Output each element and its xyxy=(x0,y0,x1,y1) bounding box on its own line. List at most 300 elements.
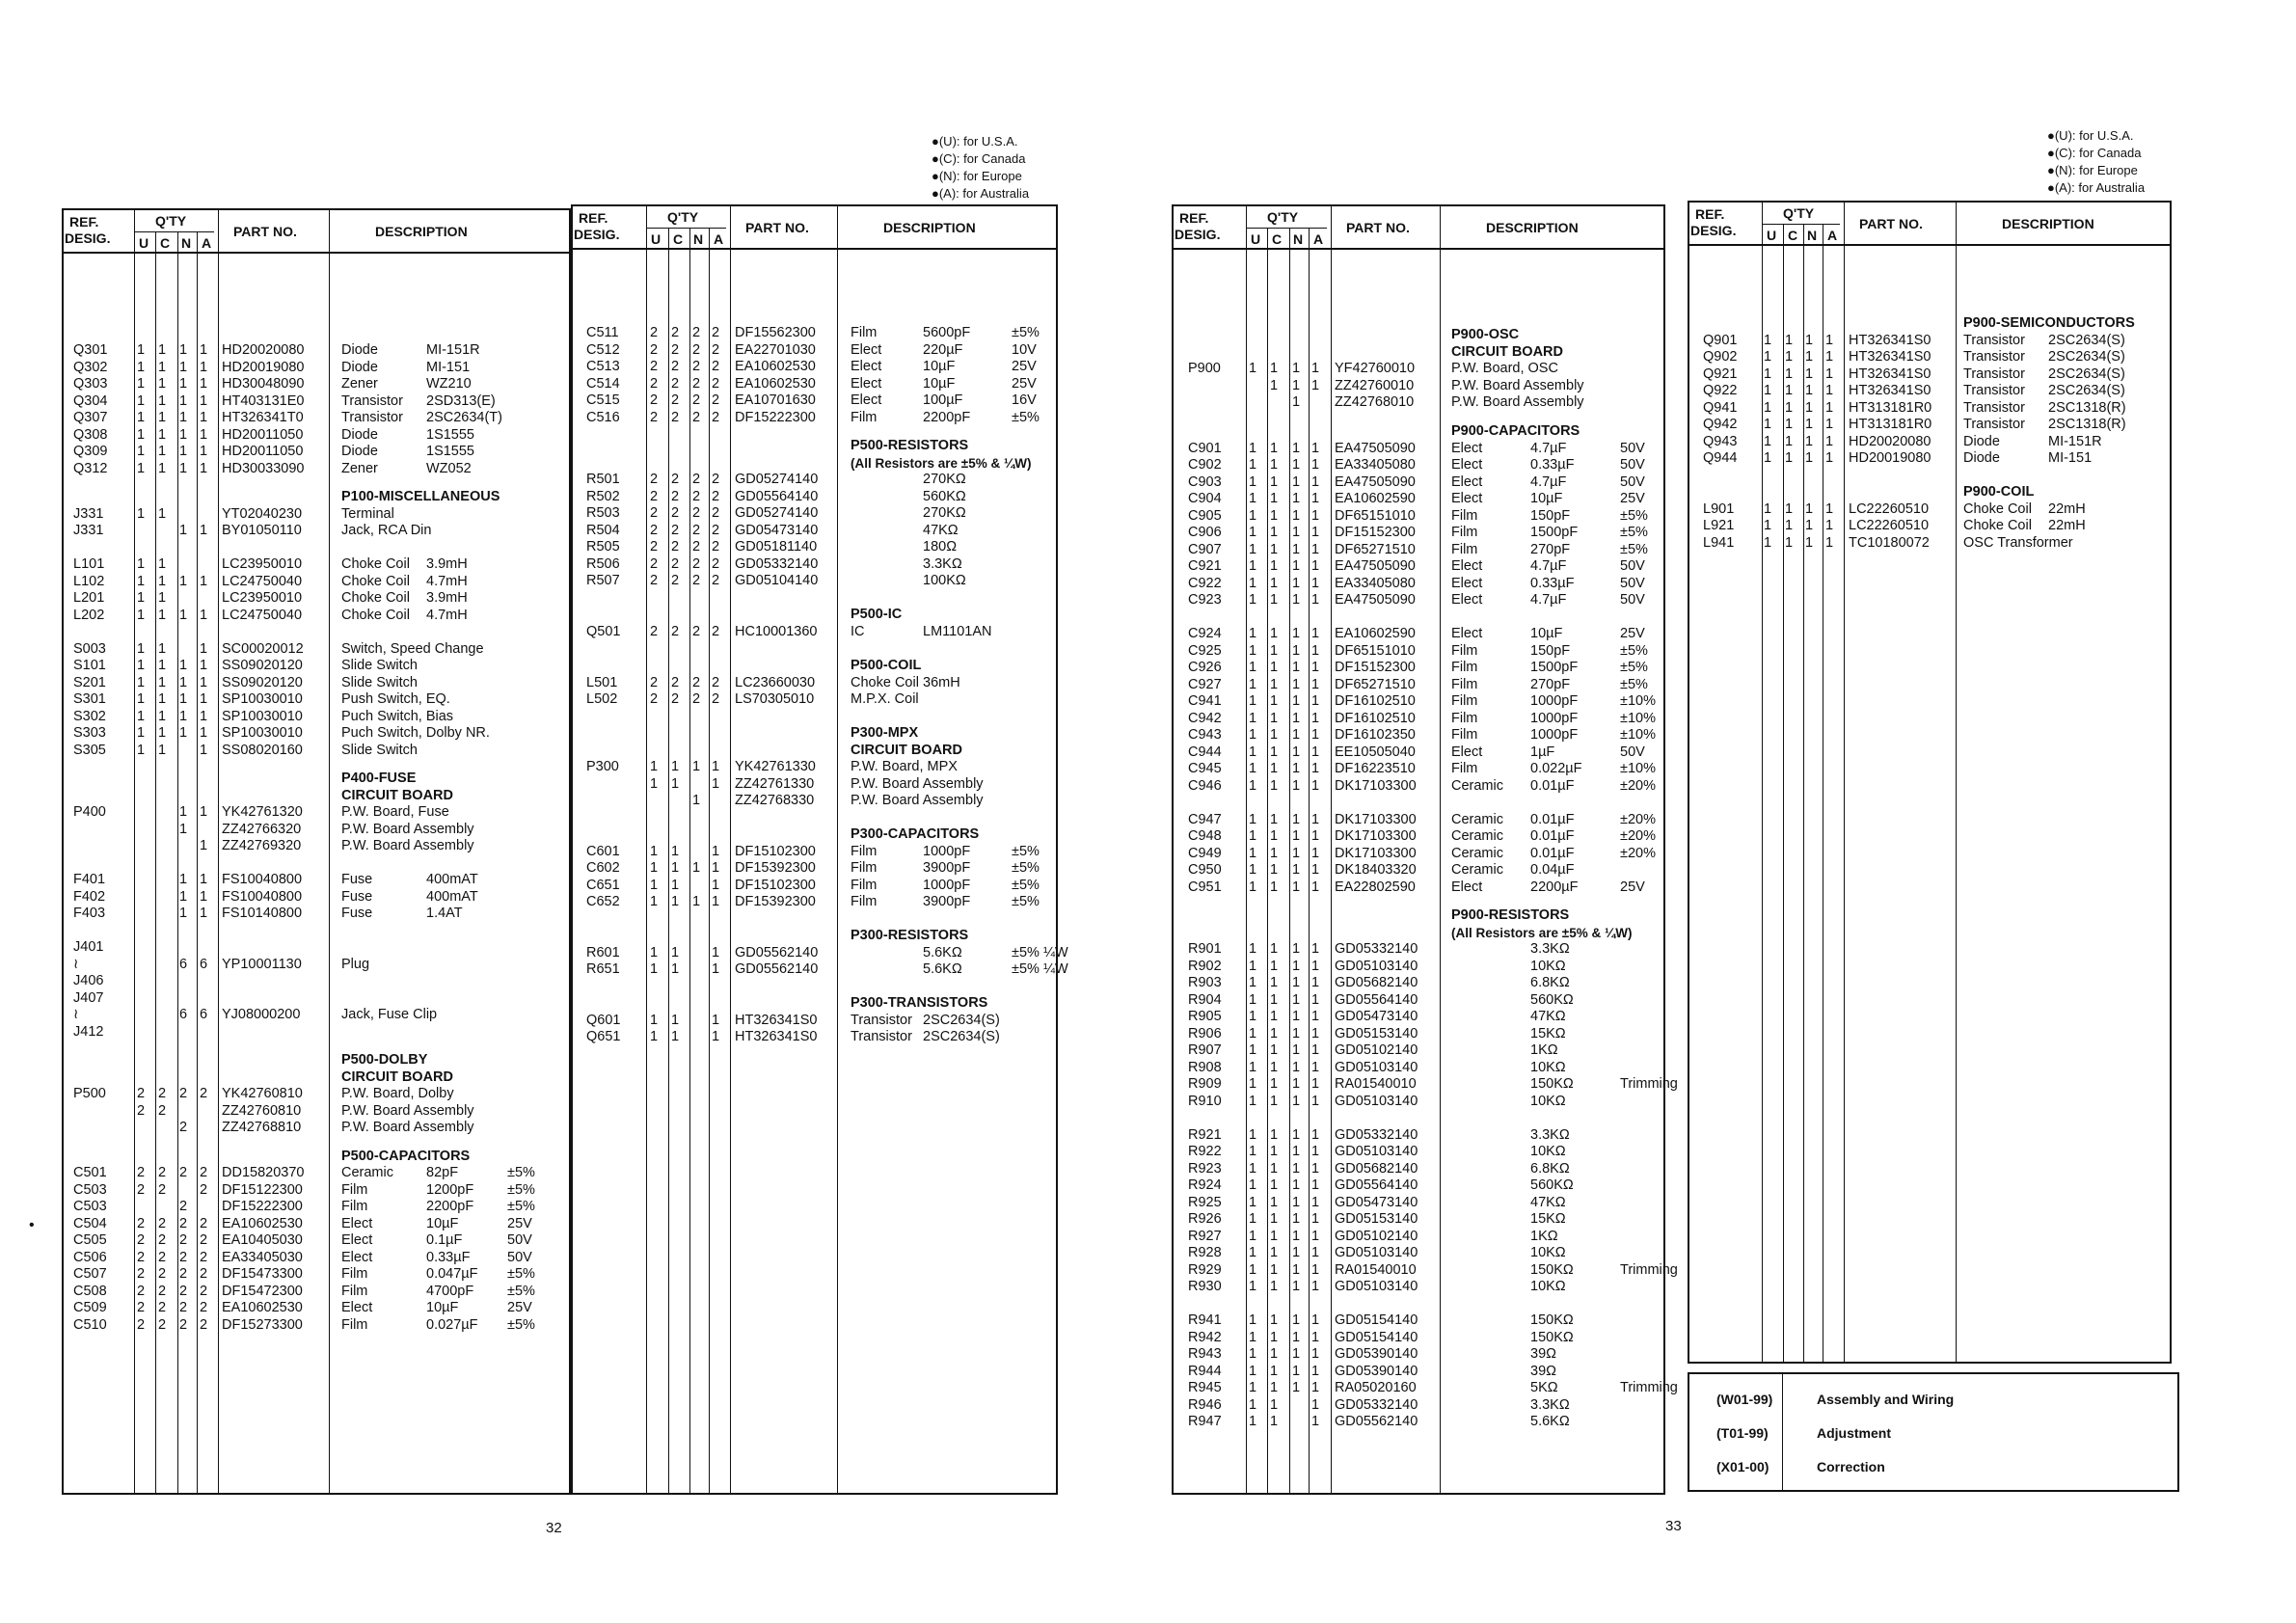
part-no: GD05682140 xyxy=(1335,1160,1418,1177)
part-no: YT02040230 xyxy=(222,505,303,522)
table-row xyxy=(64,1250,573,1267)
qty-u: 1 xyxy=(137,607,146,623)
value: 5600pF xyxy=(923,325,971,340)
qty-a: 1 xyxy=(1311,1396,1320,1413)
ref-desig: R923 xyxy=(1188,1160,1222,1177)
part-no: EA47505090 xyxy=(1335,440,1416,456)
qty-n: 1 xyxy=(1292,1211,1301,1227)
table-row xyxy=(64,822,573,839)
ref-desig: R908 xyxy=(1188,1059,1222,1075)
table-row xyxy=(573,539,1060,556)
qty-u: 1 xyxy=(1249,592,1257,608)
qty-a: 1 xyxy=(1825,518,1834,533)
qty-n: 2 xyxy=(179,1283,188,1299)
table-row xyxy=(1689,383,2174,400)
qty-a: 1 xyxy=(200,444,208,459)
value: 0.022µF xyxy=(1530,761,1582,776)
a-header: A xyxy=(714,231,724,247)
value: 0.33µF xyxy=(1530,457,1575,473)
qty-n: 1 xyxy=(1292,626,1301,641)
legend-line: ●(U): for U.S.A. xyxy=(2047,128,2134,143)
ref-desig: Q308 xyxy=(73,426,108,443)
qty-c: 1 xyxy=(1270,440,1279,456)
ref-desig: Q303 xyxy=(73,376,108,392)
qty-a: 1 xyxy=(1311,1177,1320,1193)
description: Slide Switch xyxy=(341,674,418,690)
ref-desig: L202 xyxy=(73,607,105,623)
desig-header: DESIG. xyxy=(574,227,620,242)
value: 3.9mH xyxy=(426,590,468,606)
value: 1200pF xyxy=(426,1181,474,1198)
a-header: A xyxy=(202,235,212,251)
ref-desig: R927 xyxy=(1188,1228,1222,1244)
qty-u: 1 xyxy=(1764,500,1772,517)
part-no: DF15392300 xyxy=(735,894,816,909)
part-no: GD05274140 xyxy=(735,505,819,521)
description: Elect xyxy=(1451,473,1483,490)
description: Elect xyxy=(1451,558,1483,574)
qty-n: 1 xyxy=(1292,491,1301,506)
ref-desig: L501 xyxy=(586,674,618,690)
value: 5.6KΩ xyxy=(923,961,962,977)
table-row xyxy=(1689,501,2174,519)
part-no: GD05562140 xyxy=(735,961,819,977)
qty-u: 1 xyxy=(137,590,146,606)
part-no: HC10001360 xyxy=(735,623,818,639)
qty-a: 1 xyxy=(200,872,208,887)
part-no-header: PART NO. xyxy=(1859,216,1923,231)
section-note: (All Resistors are ±5% & ¼W) xyxy=(851,455,1032,471)
value: 2SD313(E) xyxy=(426,392,496,409)
qty-a: 1 xyxy=(1311,1279,1320,1294)
table-row xyxy=(1174,1177,1667,1195)
rating: ±20% xyxy=(1620,845,1656,861)
part-no: SP10030010 xyxy=(222,708,303,724)
ref-desig: S303 xyxy=(73,725,106,741)
ref-desig: J407 xyxy=(73,989,104,1006)
qty-u: 1 xyxy=(1249,1329,1257,1345)
value: 0.01µF xyxy=(1530,828,1575,844)
value: 150pF xyxy=(1530,507,1571,524)
qty-a: 1 xyxy=(1825,349,1834,365)
value: WZ210 xyxy=(426,376,472,392)
qty-a: 1 xyxy=(712,894,720,909)
section-heading xyxy=(64,788,573,805)
section-note: (All Resistors are ±5% & ¼W) xyxy=(1451,925,1633,940)
rating: ±5% xyxy=(507,1165,535,1180)
part-no: DF65151010 xyxy=(1335,642,1416,659)
table-row xyxy=(1174,525,1667,542)
table-row xyxy=(64,574,573,591)
qty-n: 1 xyxy=(179,906,188,921)
description-header: DESCRIPTION xyxy=(375,224,468,239)
value: 270pF xyxy=(1530,541,1571,557)
rating: 50V xyxy=(1620,440,1645,456)
qty-a: 1 xyxy=(1311,811,1320,827)
ref-desig: C503 xyxy=(73,1199,107,1214)
code-t-text: Adjustment xyxy=(1817,1425,1891,1441)
part-no: DF65271510 xyxy=(1335,676,1416,692)
qty-u: 2 xyxy=(650,392,659,408)
qty-c: 1 xyxy=(158,590,167,606)
legend-line: ●(A): for Australia xyxy=(932,186,1030,201)
value: 0.01µF xyxy=(1530,811,1575,827)
qty-c: 1 xyxy=(671,1012,680,1028)
qty-c: 1 xyxy=(1270,1329,1279,1345)
qty-n: 1 xyxy=(1805,433,1814,449)
ref-desig: R601 xyxy=(586,944,620,960)
description: Film xyxy=(341,1283,368,1299)
table-row xyxy=(64,342,573,360)
value: 2200pF xyxy=(923,409,971,425)
description: Film xyxy=(1451,660,1478,675)
qty-u: 2 xyxy=(137,1316,146,1333)
qty-u: 1 xyxy=(137,505,146,522)
qty-n: 1 xyxy=(1292,1076,1301,1092)
part-no: EA33405080 xyxy=(1335,457,1416,473)
description: Ceramic xyxy=(341,1165,393,1180)
value: 4.7µF xyxy=(1530,473,1567,490)
ref-desig: R942 xyxy=(1188,1329,1222,1345)
qty-c: 1 xyxy=(1270,626,1279,641)
value: 270KΩ xyxy=(923,472,966,487)
qty-c: 1 xyxy=(1270,1144,1279,1159)
part-no-header: PART NO. xyxy=(233,224,297,239)
part-no: HT326341S0 xyxy=(735,1029,818,1044)
qty-a: 2 xyxy=(200,1249,208,1265)
qty-u: 1 xyxy=(1249,1245,1257,1260)
qty-u: 1 xyxy=(1764,399,1772,416)
description: Transistor xyxy=(1963,383,2025,398)
ref-desig: C903 xyxy=(1188,473,1222,490)
value: 0.04µF xyxy=(1530,862,1575,878)
qty-n: 1 xyxy=(1292,941,1301,957)
value: 6.8KΩ xyxy=(1530,1160,1570,1177)
part-no: DK18403320 xyxy=(1335,862,1417,878)
description: P.W. Board Assembly xyxy=(851,793,984,808)
ref-desig: C941 xyxy=(1188,693,1222,709)
qty-u: 1 xyxy=(137,640,146,657)
ref-desig: Q307 xyxy=(73,410,108,425)
ref-desig: R505 xyxy=(586,539,620,555)
value: 1000pF xyxy=(1530,693,1579,709)
qty-u: 2 xyxy=(137,1300,146,1315)
part-no: HT326341S0 xyxy=(1849,365,1931,382)
table-row xyxy=(1174,1346,1667,1364)
qty-u: 2 xyxy=(650,409,659,425)
qty-c: 1 xyxy=(158,376,167,392)
value: 100µF xyxy=(923,392,963,408)
ref-header: REF. xyxy=(1179,210,1209,226)
qty-a: 6 xyxy=(200,956,208,972)
value: 3.3KΩ xyxy=(1530,941,1570,957)
code-x-text: Correction xyxy=(1817,1459,1885,1474)
qty-a: 1 xyxy=(1311,1009,1320,1024)
qty-a: 1 xyxy=(1311,845,1320,861)
qty-a: 2 xyxy=(712,691,720,707)
qty-a: 1 xyxy=(200,359,208,375)
part-no: LC23660030 xyxy=(735,674,816,690)
table-row xyxy=(1174,474,1667,492)
qty-u: 1 xyxy=(1249,811,1257,827)
table-row xyxy=(573,961,1068,979)
qty-n: 1 xyxy=(1292,361,1301,376)
table-row xyxy=(64,1284,573,1301)
value: 150KΩ xyxy=(1530,1076,1574,1092)
qty-c: 1 xyxy=(1270,1228,1279,1244)
qty-n: 1 xyxy=(1292,558,1301,574)
description: P.W. Board, MPX xyxy=(851,759,958,774)
rating: 50V xyxy=(507,1249,532,1265)
qty-a: 1 xyxy=(1825,399,1834,416)
part-no: RA05020160 xyxy=(1335,1380,1417,1395)
qty-n: 1 xyxy=(179,821,188,837)
qty-c: 1 xyxy=(1270,1396,1279,1413)
part-no: SP10030010 xyxy=(222,691,303,707)
qty-u: 1 xyxy=(1764,417,1772,432)
part-no: DF15152300 xyxy=(1335,660,1416,675)
qty-c: 1 xyxy=(1785,399,1794,416)
description: Choke Coil xyxy=(851,674,919,690)
table-row xyxy=(1174,1195,1667,1212)
value: 1KΩ xyxy=(1530,1228,1558,1244)
qty-c: 2 xyxy=(158,1283,167,1299)
value: 47KΩ xyxy=(923,522,959,538)
table-row xyxy=(64,1199,573,1216)
part-no: HT403131E0 xyxy=(222,392,305,409)
qty-a: 1 xyxy=(200,888,208,905)
value: 15KΩ xyxy=(1530,1211,1566,1227)
qty-u: 1 xyxy=(1249,1076,1257,1092)
qty-c: 1 xyxy=(1270,1194,1279,1210)
ref-desig: R906 xyxy=(1188,1025,1222,1041)
qty-a: 1 xyxy=(712,759,720,774)
table-row xyxy=(573,573,1060,590)
qty-n: 1 xyxy=(179,725,188,741)
qty-u: 1 xyxy=(1249,693,1257,709)
ref-desig: R944 xyxy=(1188,1363,1222,1379)
qty-c: 1 xyxy=(158,658,167,673)
value: 150pF xyxy=(1530,642,1571,659)
ref-desig: Q921 xyxy=(1703,365,1738,382)
table-row xyxy=(1174,542,1667,559)
ref-desig: Q302 xyxy=(73,359,108,375)
part-no: EA47505090 xyxy=(1335,592,1416,608)
part-no: GD05562140 xyxy=(1335,1414,1418,1429)
part-no: EA22802590 xyxy=(1335,879,1416,895)
rating: ±20% xyxy=(1620,811,1656,827)
value: 4.7µF xyxy=(1530,592,1567,608)
part-no: GD05564140 xyxy=(735,488,819,504)
part-no: EA33405030 xyxy=(222,1249,303,1265)
table-row xyxy=(1174,1330,1667,1347)
table-row xyxy=(1174,828,1667,846)
qty-u: 1 xyxy=(1249,1144,1257,1159)
qty-a: 2 xyxy=(200,1165,208,1180)
rating: Trimming xyxy=(1620,1261,1678,1278)
u-header: U xyxy=(1251,231,1261,247)
qty-n: 1 xyxy=(1292,642,1301,659)
qty-c: 1 xyxy=(158,460,167,476)
ref-desig: C902 xyxy=(1188,457,1222,473)
ref-desig: L201 xyxy=(73,590,105,606)
description-header: DESCRIPTION xyxy=(2002,216,2094,231)
qty-n: 1 xyxy=(179,523,188,538)
parts-table xyxy=(62,208,571,1495)
desig-header: DESIG. xyxy=(1175,227,1221,242)
qty-a: 2 xyxy=(712,623,720,639)
qty-u: 1 xyxy=(1249,744,1257,760)
description: P.W. Board Assembly xyxy=(1451,394,1584,410)
qty-n: 1 xyxy=(1292,473,1301,490)
table-row xyxy=(1174,1161,1667,1178)
description: Ceramic xyxy=(1451,811,1503,827)
qty-a: 6 xyxy=(200,1007,208,1022)
qty-c: 1 xyxy=(158,691,167,707)
ref-desig: R947 xyxy=(1188,1414,1222,1429)
qty-c: 2 xyxy=(671,341,680,358)
legend-left xyxy=(932,133,1029,203)
part-no: GD05102140 xyxy=(1335,1042,1418,1058)
qty-a: 1 xyxy=(1311,1414,1320,1429)
qty-c: 1 xyxy=(1270,991,1279,1008)
description: Jack, RCA Din xyxy=(341,523,432,538)
rating: ±20% xyxy=(1620,777,1656,794)
qty-c: 1 xyxy=(1270,457,1279,473)
qty-n: 2 xyxy=(692,392,701,408)
qty-n: 1 xyxy=(1292,1093,1301,1109)
ref-desig: C508 xyxy=(73,1283,107,1299)
qty-a: 1 xyxy=(1311,361,1320,376)
rating: ±5% xyxy=(507,1266,535,1282)
description: Plug xyxy=(341,956,370,972)
qty-u: 1 xyxy=(650,1012,659,1028)
qty-a: 1 xyxy=(200,342,208,358)
table-row xyxy=(1174,846,1667,863)
ref-desig: L101 xyxy=(73,556,105,572)
qty-n: 2 xyxy=(692,573,701,588)
part-no: GD05564140 xyxy=(1335,991,1418,1008)
part-no: YK42761320 xyxy=(222,804,303,820)
table-row xyxy=(1174,592,1667,609)
qty-c: 1 xyxy=(158,392,167,409)
qty-u: 1 xyxy=(1249,1194,1257,1210)
description: Ceramic xyxy=(1451,845,1503,861)
qty-c: 2 xyxy=(158,1316,167,1333)
ref-desig: R502 xyxy=(586,488,620,504)
description: Film xyxy=(341,1266,368,1282)
qty-a: 2 xyxy=(200,1215,208,1231)
table-row xyxy=(64,973,573,990)
part-no: LC24750040 xyxy=(222,573,303,589)
rating: 50V xyxy=(1620,558,1645,574)
part-no: TC10180072 xyxy=(1849,534,1930,551)
part-no: LC24750040 xyxy=(222,607,303,623)
part-no: LC23950010 xyxy=(222,556,303,572)
qty-c: 1 xyxy=(1270,1363,1279,1379)
qty-a: 1 xyxy=(200,426,208,443)
qty-u: 1 xyxy=(1249,975,1257,990)
qty-n: 1 xyxy=(1292,575,1301,591)
part-no: GD05103140 xyxy=(1335,1059,1418,1075)
qty-u: 1 xyxy=(137,573,146,589)
section-heading xyxy=(573,743,1060,760)
table-row xyxy=(1689,349,2174,366)
qty-c: 2 xyxy=(671,325,680,340)
section-heading xyxy=(573,928,1060,945)
qty-a: 1 xyxy=(1311,958,1320,974)
qty-a: 1 xyxy=(1311,1025,1320,1041)
part-no: EE10505040 xyxy=(1335,744,1416,760)
qty-a: 1 xyxy=(1311,1346,1320,1362)
qty-u: 2 xyxy=(137,1283,146,1299)
qty-u: 1 xyxy=(1249,558,1257,574)
rating: ±10% xyxy=(1620,693,1656,709)
table-row xyxy=(1174,711,1667,728)
table-row xyxy=(573,472,1060,489)
value: 560KΩ xyxy=(1530,991,1574,1008)
qty-u: 2 xyxy=(650,325,659,340)
rating: ±5% xyxy=(1620,642,1648,659)
table-row xyxy=(1689,450,2174,468)
qty-n: 1 xyxy=(179,376,188,392)
table-row xyxy=(1174,378,1667,395)
qty-c: 1 xyxy=(1270,1177,1279,1193)
rating: Trimming xyxy=(1620,1076,1678,1092)
ref-desig: Q304 xyxy=(73,392,108,409)
qty-n: 1 xyxy=(1292,394,1301,410)
qty-u: 1 xyxy=(650,894,659,909)
description: Transistor xyxy=(851,1012,912,1028)
description: Elect xyxy=(1451,491,1483,506)
table-row xyxy=(64,957,573,974)
value: 1µF xyxy=(1530,744,1555,760)
section-title: P300-RESISTORS xyxy=(851,928,969,943)
part-no: HD20020080 xyxy=(1849,433,1931,449)
part-no: GD05153140 xyxy=(1335,1025,1418,1041)
table-row xyxy=(64,691,573,709)
part-no: GD05332140 xyxy=(1335,941,1418,957)
description: Elect xyxy=(1451,592,1483,608)
value: 10µF xyxy=(1530,491,1563,506)
qty-c: 1 xyxy=(158,426,167,443)
description: Film xyxy=(1451,710,1478,726)
qty-a: 1 xyxy=(1311,1312,1320,1328)
value: 3900pF xyxy=(923,860,971,876)
part-no: FS10040800 xyxy=(222,872,303,887)
qty-u: 1 xyxy=(650,775,659,792)
ref-desig: C904 xyxy=(1188,491,1222,506)
value: 10KΩ xyxy=(1530,1093,1566,1109)
qty-c: 1 xyxy=(158,742,167,758)
part-no: SC00020012 xyxy=(222,640,304,657)
description: Transistor xyxy=(851,1029,912,1044)
table-row xyxy=(1174,1364,1667,1381)
description: P.W. Board, Dolby xyxy=(341,1086,454,1101)
section-title: P900-RESISTORS xyxy=(1451,907,1570,923)
qty-n: 1 xyxy=(1292,525,1301,540)
qty-u: 2 xyxy=(137,1249,146,1265)
rating: ±5% xyxy=(1012,860,1040,876)
description: Film xyxy=(1451,727,1478,743)
part-no: GD05181140 xyxy=(735,539,818,555)
table-row xyxy=(64,608,573,625)
description: Choke Coil xyxy=(1963,500,2032,517)
qty-a: 1 xyxy=(200,838,208,853)
value: 1S1555 xyxy=(426,426,474,443)
ref-desig: C926 xyxy=(1188,660,1222,675)
qty-u: 1 xyxy=(1764,332,1772,348)
